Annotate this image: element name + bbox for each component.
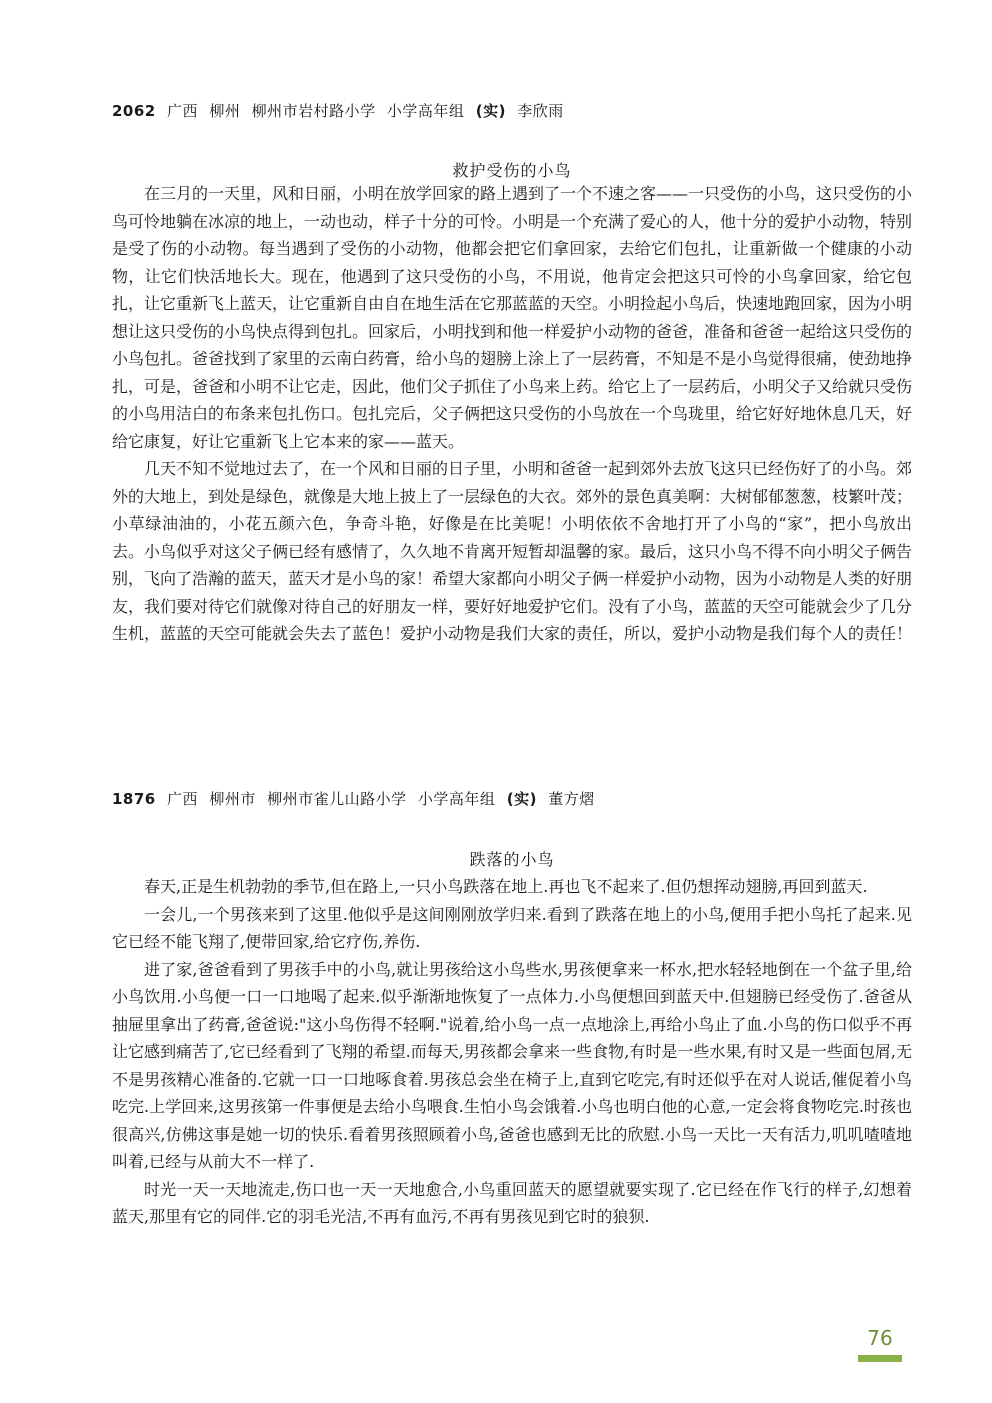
entry-header bbox=[112, 788, 601, 809]
essay-title: 救护受伤的小鸟 bbox=[452, 161, 572, 180]
paragraph: 几天不知不觉地过去了，在一个风和日丽的日子里，小明和爸爸一起到郊外去放飞这只已经伤好了的小鸟。郊外的大地上，到处是绿色，就像是大地上披上了一层绿色的大衣。郊外的景色真美啊：大树郁郁葱葱，枝繁叶茂；小草绿油油的，小花五颜六色，争奇斗艳，好像是在比美呢！小明依依不舍地打开了小鸟的“家”，把小鸟放出去。小鸟似乎对这父子俩已经有感情了，久久地不肯离开短暂却温馨的家。最后，这只小鸟不得不向小明父子俩告别，飞向了浩瀚的蓝天，蓝天才是小鸟的家！希望大家都向小明父子俩一样爱护小动物，因为小动物是人类的好朋友，我们要对待它们就像对待自己的好朋友一样，要好好地爱护它们。没有了小鸟，蓝蓝的天空可能就会少了几分生机，蓝蓝的天空可能就会失去了蓝色！爱护小动物是我们大家的责任，所以，爱护小动物是我们每个人的责任！ bbox=[112, 459, 913, 643]
entry-author: 李欣雨 bbox=[517, 102, 564, 120]
entry-number: 1876 bbox=[112, 790, 156, 808]
essay-title: 跌落的小鸟 bbox=[469, 850, 555, 869]
footer-accent-bar bbox=[858, 1355, 902, 1362]
entry-province: 广西 bbox=[167, 102, 199, 120]
entry-group: 小学高年组 bbox=[417, 790, 496, 808]
entry-city: 柳州 bbox=[209, 102, 241, 120]
entry-tag: (实) bbox=[506, 790, 537, 808]
paragraph: 一会儿,一个男孩来到了这里.他似乎是这间刚刚放学归来.看到了跌落在地上的小鸟,便用手把小鸟托了起来.见它已经不能飞翔了,便带回家,给它疗伤,养伤. bbox=[112, 904, 912, 951]
essay-body bbox=[112, 180, 912, 648]
entry-tag: (实) bbox=[475, 102, 506, 120]
entry-city: 柳州市 bbox=[209, 790, 256, 808]
entry-school: 柳州市雀儿山路小学 bbox=[267, 790, 407, 808]
paragraph: 时光一天一天地流走,伤口也一天一天地愈合,小鸟重回蓝天的愿望就要实现了.它已经在作飞行的样子,幻想着蓝天,那里有它的同伴.它的羽毛光洁,不再有血污,不再有男孩见到它时的狼狈. bbox=[112, 1179, 912, 1226]
entry-school: 柳州市岩村路小学 bbox=[251, 102, 376, 120]
paragraph: 在三月的一天里，风和日丽，小明在放学回家的路上遇到了一个不速之客——一只受伤的小鸟，这只受伤的小鸟可怜地躺在冰凉的地上，一动也动，样子十分的可怜。小明是一个充满了爱心的人，他十分的爱护小动物，特别是受了伤的小动物。每当遇到了受伤的小动物，他都会把它们拿回家，去给它们包扎，让重新做一个健康的小动物，让它们快活地长大。现在，他遇到了这只受伤的小鸟，不用说，他肯定会把这只可怜的小鸟拿回家，给它包扎，让它重新飞上蓝天，让它重新自由自在地生活在它那蓝蓝的天空。小明捡起小鸟后，快速地跑回家，因为小明想让这只受伤的小鸟快点得到包扎。回家后，小明找到和他一样爱护小动物的爸爸，准备和爸爸一起给这只受伤的小鸟包扎。爸爸找到了家里的云南白药膏，给小鸟的翅膀上涂上了一层药膏，不知是不是小鸟觉得很痛，使劲地挣扎，可是，爸爸和小明不让它走，因此，他们父子抓住了小鸟来上药。给它上了一层药后，小明父子又给就只受伤的小鸟用洁白的布条来包扎伤口。包扎完后，父子俩把这只受伤的小鸟放在一个鸟珑里，给它好好地休息几天，好给它康复，好让它重新飞上它本来的家——蓝天。 bbox=[112, 184, 913, 451]
paragraph: 春天,正是生机勃勃的季节,但在路上,一只小鸟跌落在地上.再也飞不起来了.但仍想挥动翅膀,再回到蓝天. bbox=[144, 877, 868, 896]
essay-body bbox=[112, 873, 912, 1231]
document-page bbox=[112, 0, 912, 1403]
entry-number: 2062 bbox=[112, 102, 156, 120]
entry-author: 董方熠 bbox=[548, 790, 595, 808]
entry-province: 广西 bbox=[167, 790, 199, 808]
page-number: 76 bbox=[867, 1326, 893, 1350]
entry-header bbox=[112, 100, 570, 121]
entry-group: 小学高年组 bbox=[386, 102, 465, 120]
paragraph: 进了家,爸爸看到了男孩手中的小鸟,就让男孩给这小鸟些水,男孩便拿来一杯水,把水轻轻地倒在一个盆子里,给小鸟饮用.小鸟便一口一口地喝了起来.似乎渐渐地恢复了一点体力.小鸟便想回到蓝天中.但翅膀已经受伤了.爸爸从抽屉里拿出了药膏,爸爸说:"这小鸟伤得不轻啊."说着,给小鸟一点一点地涂上,再给小鸟止了血.小鸟的伤口似乎不再让它感到痛苦了,它已经看到了飞翔的希望.而每天,男孩都会拿来一些食物,有时是一些水果,有时又是一些面包屑,无不是男孩精心准备的.它就一口一口地啄食着.男孩总会坐在椅子上,直到它吃完,有时还似乎在对人说话,催促着小鸟吃完.上学回来,这男孩第一件事便是去给小鸟喂食.生怕小鸟会饿着.小鸟也明白他的心意,一定会将食物吃完.时孩也很高兴,仿佛这事是她一切的快乐.看着男孩照顾着小鸟,爸爸也感到无比的欣慰.小鸟一天比一天有活力,叽叽喳喳地叫着,已经与从前大不一样了. bbox=[112, 959, 912, 1171]
